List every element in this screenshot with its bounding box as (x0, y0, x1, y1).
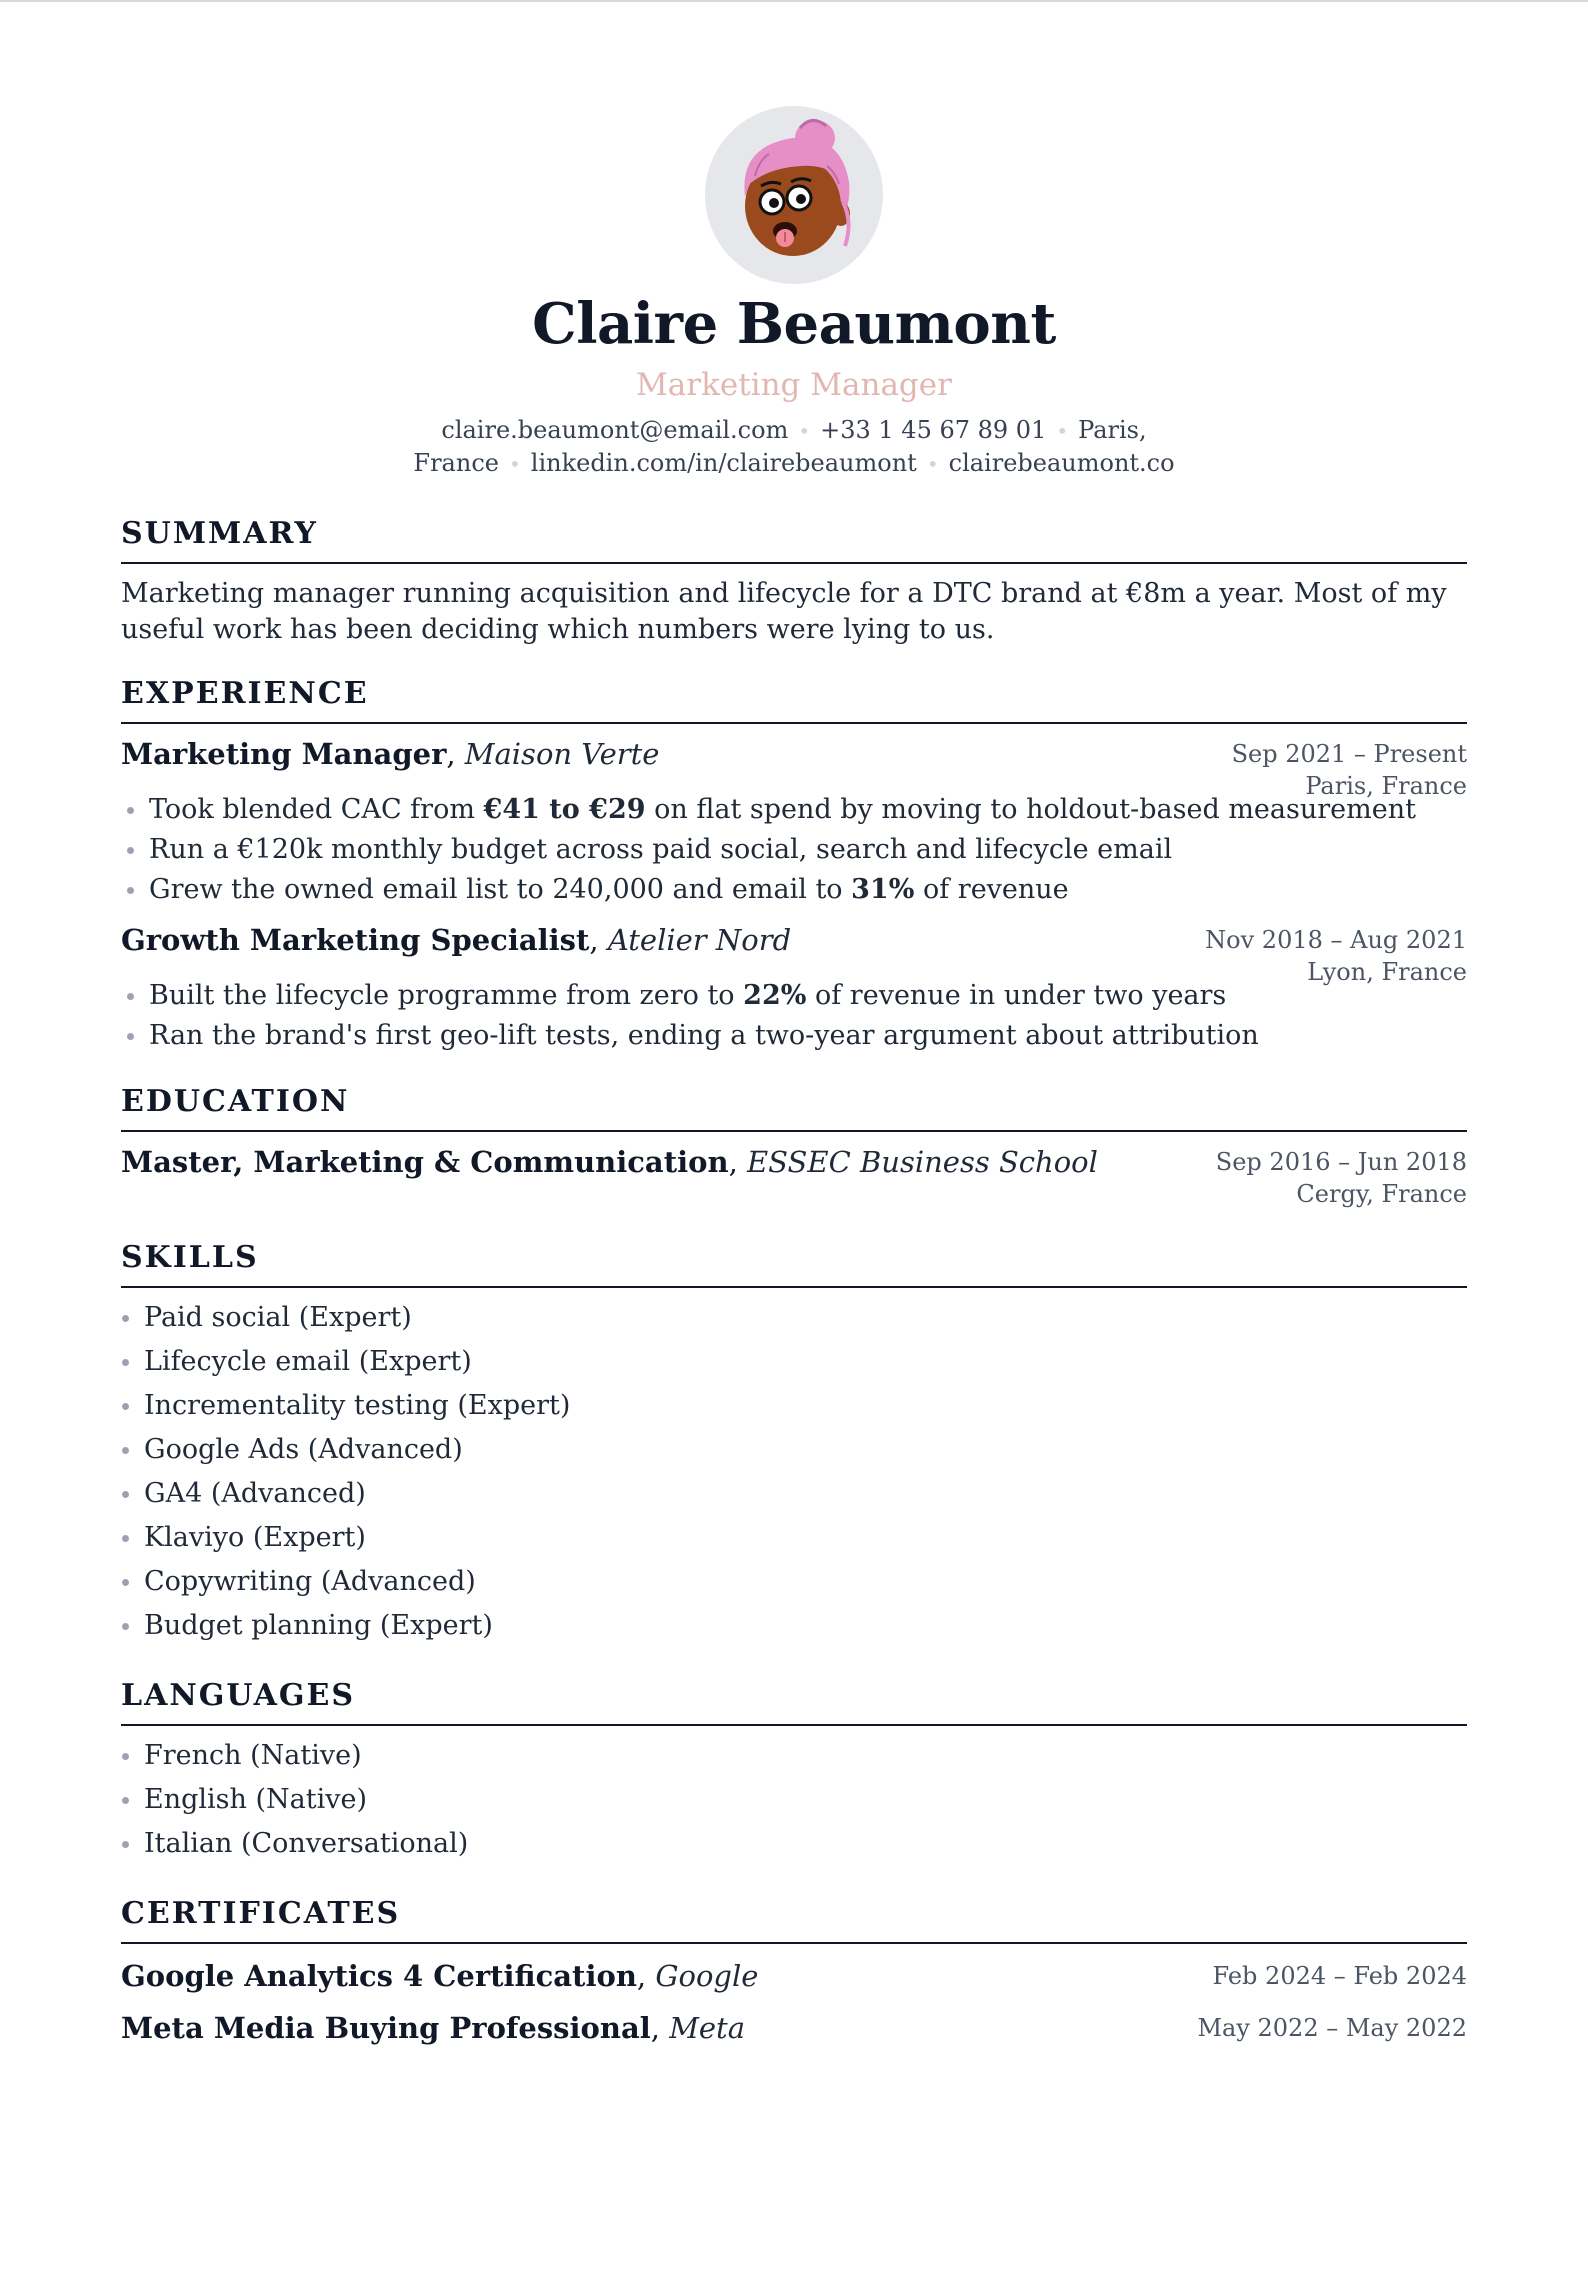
location-part2: France (413, 449, 499, 477)
contact-line (121, 414, 1467, 480)
certificates-heading: CERTIFICATES (121, 1894, 1467, 1944)
separator-dot: • (926, 452, 939, 476)
experience-section (121, 674, 1467, 1056)
website-link[interactable]: clairebeaumont.co (948, 449, 1175, 477)
education-dates: Sep 2016 – Jun 2018 (1215, 1148, 1467, 1176)
list-item: Klaviyo (Expert) (144, 1516, 1467, 1560)
job-entry (121, 920, 1467, 1056)
education-entry (121, 1142, 1467, 1210)
certificate-name: Google Analytics 4 Certification (121, 1959, 637, 1993)
education-header (121, 1142, 1467, 1210)
job-dates: Nov 2018 – Aug 2021 (1205, 926, 1467, 954)
languages-heading: LANGUAGES (121, 1676, 1467, 1726)
avatar (705, 106, 883, 284)
phone-text: +33 1 45 67 89 01 (820, 416, 1047, 444)
list-item: Copywriting (Advanced) (144, 1560, 1467, 1604)
skills-heading: SKILLS (121, 1238, 1467, 1288)
job-title: Growth Marketing Specialist, Atelier Nord (121, 923, 792, 957)
summary-section (121, 514, 1467, 648)
summary-heading: SUMMARY (121, 514, 1467, 564)
list-item: Built the lifecycle programme from zero to 22% of revenue in under two years (149, 976, 1467, 1016)
education-location: Cergy, France (1296, 1180, 1467, 1208)
job-location: Paris, France (1305, 772, 1467, 800)
list-item: Took blended CAC from €41 to €29 on flat spend by moving to holdout-based measurement (149, 790, 1467, 830)
list-item: Lifecycle email (Expert) (144, 1340, 1467, 1384)
education-section (121, 1082, 1467, 1210)
certificates-section (121, 1894, 1467, 2048)
certificate-issuer: Meta (669, 2011, 745, 2045)
education-school: ESSEC Business School (747, 1145, 1098, 1179)
linkedin-link[interactable]: linkedin.com/in/clairebeaumont (530, 449, 917, 477)
certificate-name: Meta Media Buying Professional (121, 2011, 651, 2045)
certificate-title: Google Analytics 4 Certification, Google (121, 1959, 759, 1993)
candidate-name: Claire Beaumont (532, 291, 1056, 357)
job-role: Growth Marketing Specialist (121, 923, 590, 957)
list-item: Google Ads (Advanced) (144, 1428, 1467, 1472)
skills-section (121, 1238, 1467, 1648)
location-part1: Paris, (1078, 416, 1147, 444)
education-title: Master, Marketing & Communication, ESSEC Business School (121, 1145, 1098, 1179)
education-meta (1216, 1142, 1467, 1210)
separator-dot: • (798, 419, 811, 443)
candidate-title: Marketing Manager (636, 367, 952, 403)
summary-text: Marketing manager running acquisition and lifecycle for a DTC brand at €8m a year. Most of my useful work has been deciding which numbers were lying to us. (121, 578, 1447, 645)
job-company: Maison Verte (464, 737, 660, 771)
list-item: English (Native) (144, 1778, 1467, 1822)
list-item: Run a €120k monthly budget across paid social, search and lifecycle email (149, 830, 1467, 870)
separator-dot: • (508, 452, 521, 476)
certificate-header (121, 1956, 1467, 1996)
resume-header (121, 106, 1467, 480)
education-degree: Master, Marketing & Communication (121, 1145, 729, 1179)
job-entry (121, 734, 1467, 910)
certificate-entry (121, 2008, 1467, 2048)
list-item: Budget planning (Expert) (144, 1604, 1467, 1648)
list-item: GA4 (Advanced) (144, 1472, 1467, 1516)
avatar-illustration-icon (705, 106, 883, 284)
certificate-entry (121, 1956, 1467, 1996)
experience-heading: EXPERIENCE (121, 674, 1467, 724)
certificate-header (121, 2008, 1467, 2048)
job-company: Atelier Nord (607, 923, 792, 957)
certificate-title: Meta Media Buying Professional, Meta (121, 2011, 745, 2045)
list-item: Paid social (Expert) (144, 1296, 1467, 1340)
job-title: Marketing Manager, Maison Verte (121, 737, 660, 771)
email-link[interactable]: claire.beaumont@email.com (441, 416, 789, 444)
certificate-issuer: Google (655, 1959, 759, 1993)
languages-list (121, 1734, 1467, 1866)
list-item: Ran the brand's first geo-lift tests, ending a two-year argument about attribution (149, 1016, 1467, 1056)
certificate-dates: Feb 2024 – Feb 2024 (1212, 1962, 1467, 1990)
list-item: French (Native) (144, 1734, 1467, 1778)
job-bullets (121, 790, 1467, 910)
skills-list (121, 1296, 1467, 1648)
languages-section (121, 1676, 1467, 1866)
job-dates: Sep 2021 – Present (1231, 740, 1467, 768)
job-role: Marketing Manager (121, 737, 447, 771)
certificate-dates: May 2022 – May 2022 (1197, 2014, 1467, 2042)
job-bullets (121, 976, 1467, 1056)
separator-dot: • (1056, 419, 1069, 443)
job-location: Lyon, France (1307, 958, 1467, 986)
list-item: Italian (Conversational) (144, 1822, 1467, 1866)
resume-page (121, 0, 1467, 2048)
education-heading: EDUCATION (121, 1082, 1467, 1132)
list-item: Incrementality testing (Expert) (144, 1384, 1467, 1428)
list-item: Grew the owned email list to 240,000 and email to 31% of revenue (149, 870, 1467, 910)
